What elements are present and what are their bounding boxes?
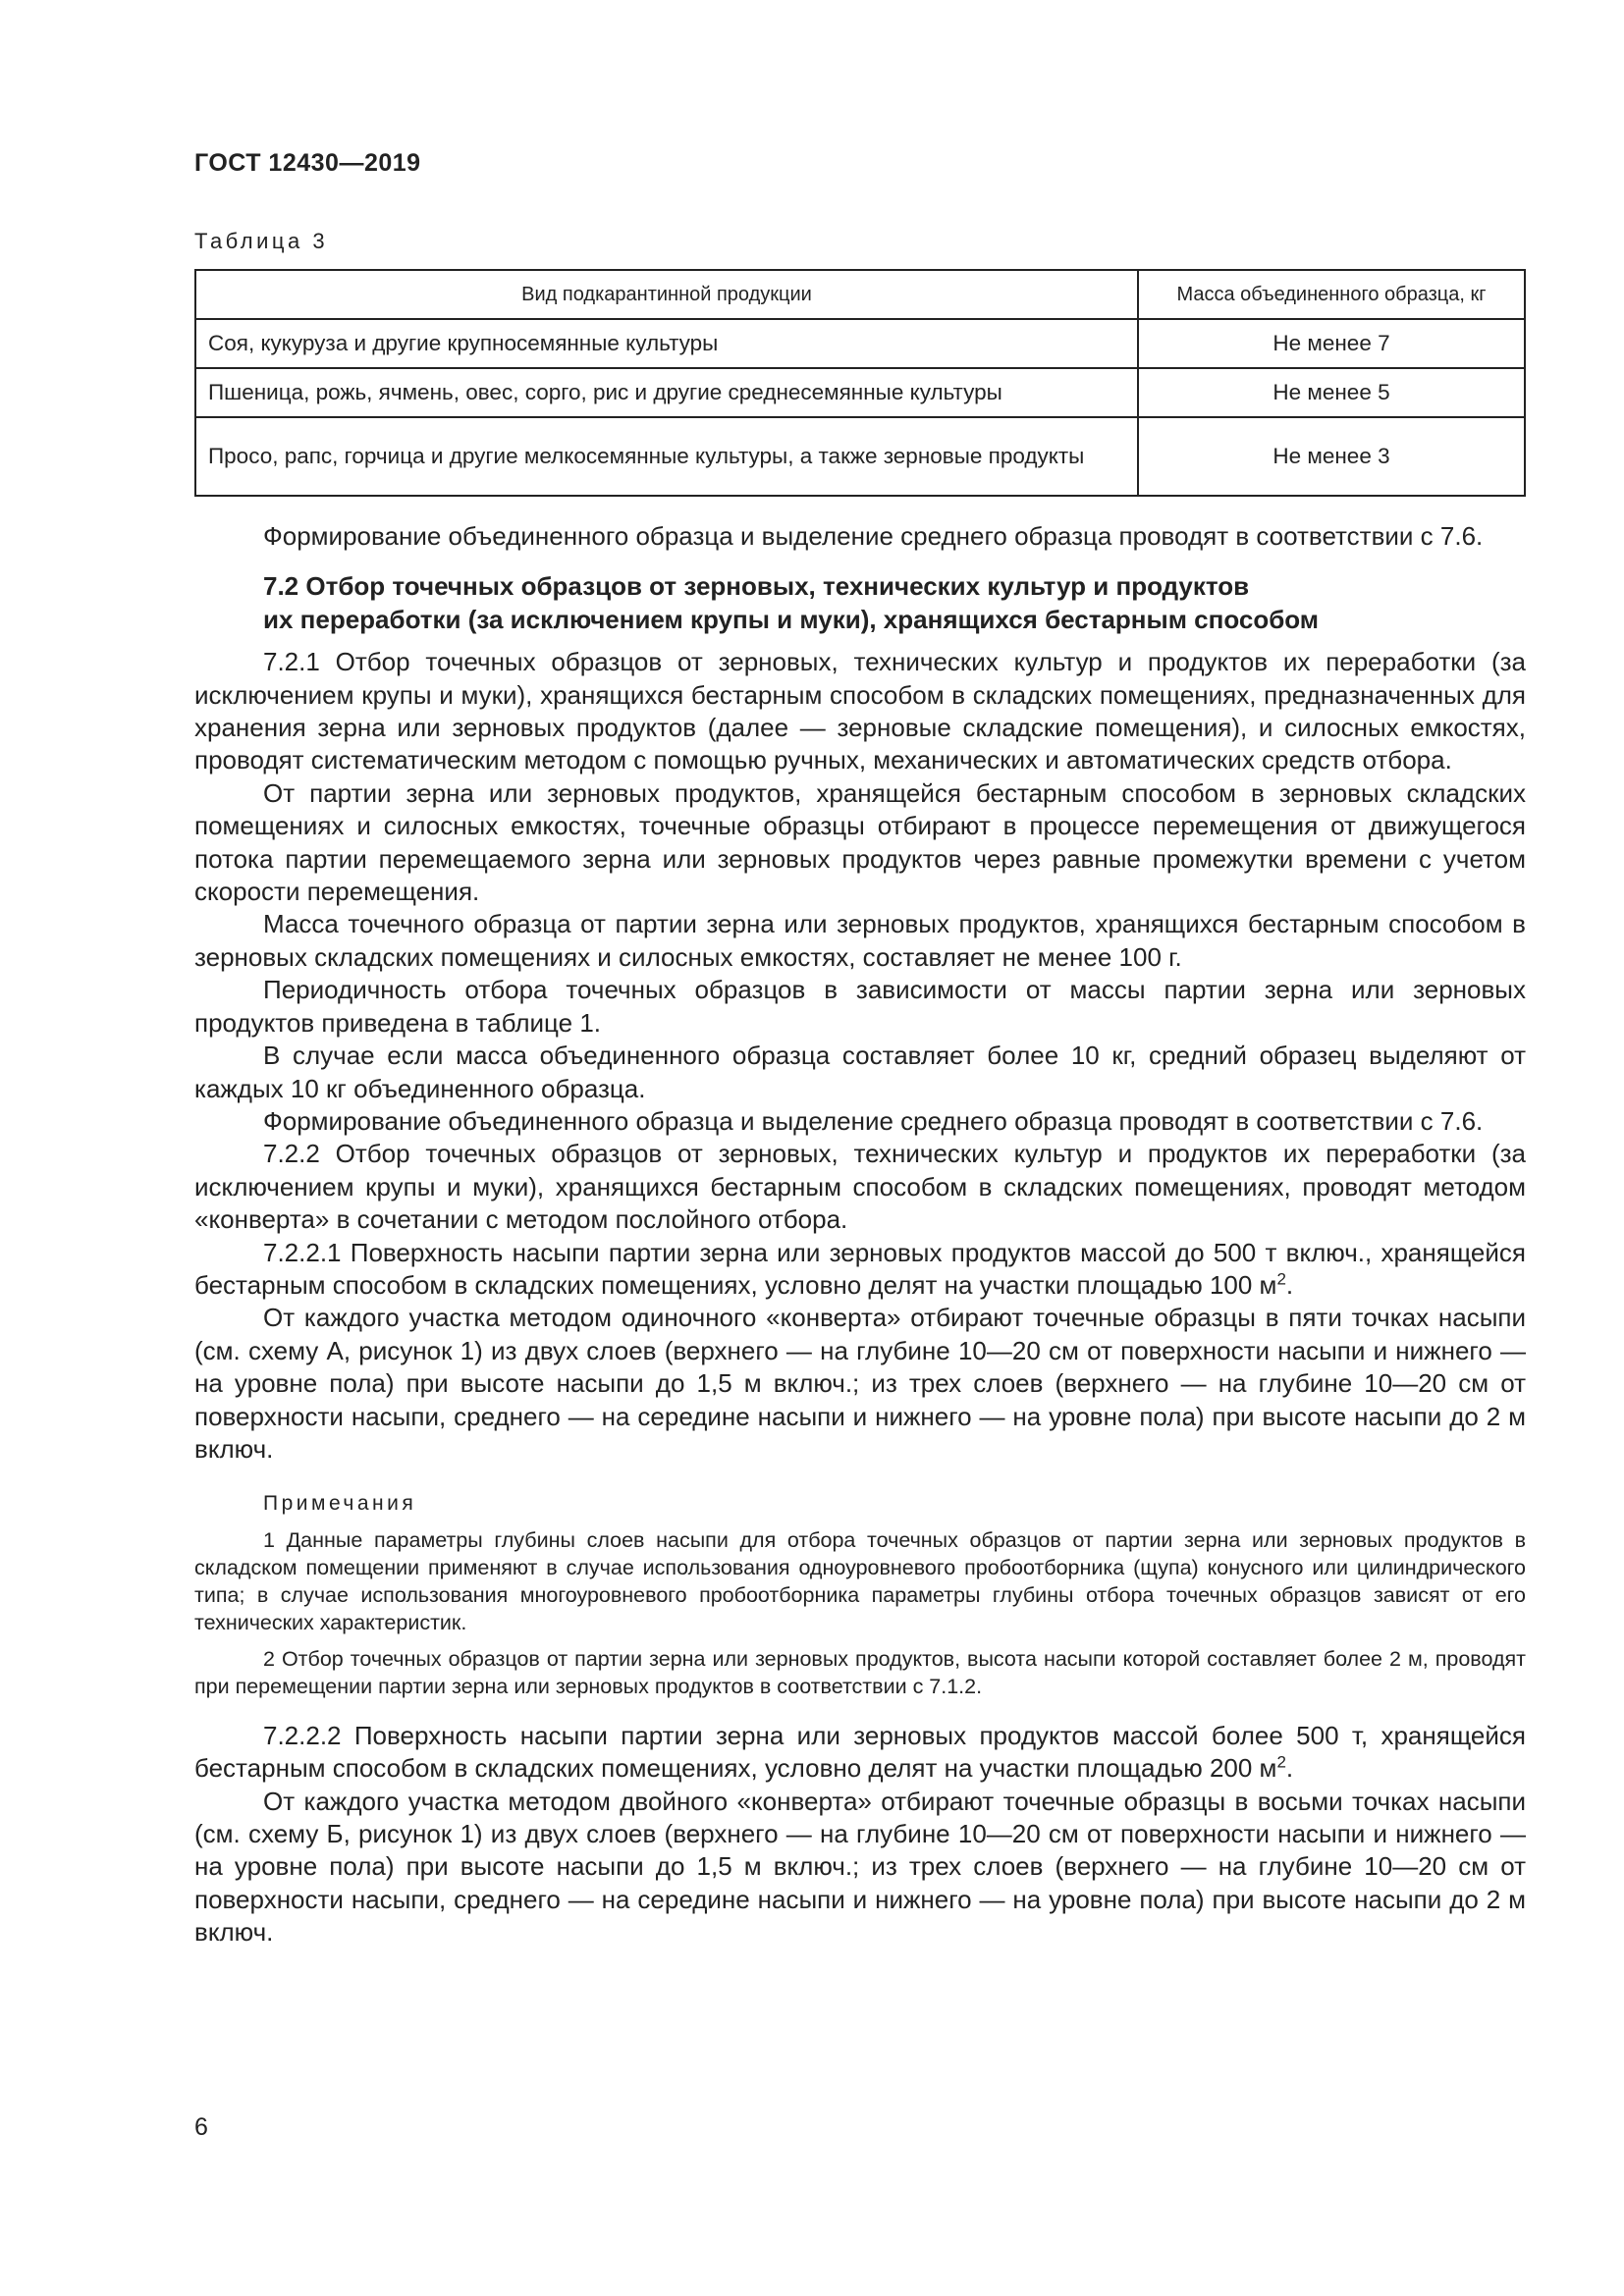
superscript: 2 bbox=[1276, 1752, 1286, 1772]
paragraph-text: 7.2.2.2 Поверхность насыпи партии зерна или зерновых продуктов массой более 500 т, хранящейся бестарным способом в складских помещениях, условно делят на участки площадью 200 м bbox=[194, 1720, 1526, 1784]
mass-cell: Не менее 5 bbox=[1138, 368, 1525, 417]
table-row bbox=[195, 368, 1525, 417]
page-number: 6 bbox=[194, 2113, 208, 2141]
note-1: 1 Данные параметры глубины слоев насыпи для отбора точечных образцов от партии зерна или зерновых продуктов в складском помещении применяют в случае использования одноуровневого пробоотборника (щупа) конусного или цилиндрического типа; в случае использования многоуровневого пробоотборника параметры глубины отбора точечных образцов зависят от его технических характеристик. bbox=[194, 1527, 1526, 1634]
paragraph: Периодичность отбора точечных образцов в зависимости от массы партии зерна или зерновых продуктов приведена в таблице 1. bbox=[194, 975, 1526, 1038]
period: . bbox=[1285, 1269, 1294, 1300]
document-header: ГОСТ 12430—2019 bbox=[194, 149, 421, 177]
paragraph: От каждого участка методом одиночного «конверта» отбирают точечные образцы в пяти точках насыпи (см. схему А, рисунок 1) из двух слоев (верхнего — на глубине 10—20 см от поверхности насыпи и нижнего — на уровне пола) при высоте насыпи до 1,5 м включ.; из трех слоев (верхнего — на глубине 10—20 см от поверхности насыпи, среднего — на середине насыпи и нижнего — на уровне пола) при высоте насыпи до 2 м включ. bbox=[194, 1303, 1526, 1464]
table-caption: Таблица 3 bbox=[194, 229, 329, 253]
section-heading-7-2 bbox=[263, 570, 1526, 636]
section-heading-line: их переработки (за исключением крупы и муки), хранящихся бестарным способом bbox=[263, 604, 1320, 634]
column-header-product: Вид подкарантинной продукции bbox=[195, 270, 1138, 319]
table-3 bbox=[194, 269, 1526, 497]
paragraph-7-2-2-1 bbox=[194, 1237, 1526, 1303]
document-body bbox=[194, 520, 1526, 1949]
column-header-mass: Масса объединенного образца, кг bbox=[1138, 270, 1525, 319]
product-cell: Пшеница, рожь, ячмень, овес, сорго, рис и другие среднесемянные культуры bbox=[195, 368, 1138, 417]
paragraph: От каждого участка методом двойного «конверта» отбирают точечные образцы в восьми точках насыпи (см. схему Б, рисунок 1) из двух слоев (верхнего — на глубине 10—20 см от поверхности насыпи и нижнего — на уровне пола) при высоте насыпи до 1,5 м включ.; из трех слоев (верхнего — на глубине 10—20 см от поверхности насыпи, среднего — на середине насыпи и нижнего — на уровне пола) при высоте насыпи до 2 м включ. bbox=[194, 1786, 1526, 1948]
table-row bbox=[195, 417, 1525, 496]
note-2: 2 Отбор точечных образцов от партии зерна или зерновых продуктов, высота насыпи которой составляет более 2 м, проводят при перемещении партии зерна или зерновых продуктов в соответствии с 7.1.2. bbox=[194, 1646, 1526, 1698]
paragraph: Масса точечного образца от партии зерна или зерновых продуктов, хранящихся бестарным способом в зерновых складских помещениях и силосных емкостях, составляет не менее 100 г. bbox=[194, 909, 1526, 972]
mass-cell: Не менее 7 bbox=[1138, 319, 1525, 368]
paragraph: От партии зерна или зерновых продуктов, хранящейся бестарным способом в зерновых складских помещениях и силосных емкостях, точечные образцы отбирают в процессе перемещения от движущегося потока партии перемещаемого зерна или зерновых продуктов через равные промежутки времени с учетом скорости перемещения. bbox=[194, 777, 1526, 907]
table-header-row bbox=[195, 270, 1525, 319]
paragraph: В случае если масса объединенного образца составляет более 10 кг, средний образец выделяют от каждых 10 кг объединенного образца. bbox=[194, 1041, 1526, 1103]
paragraph-7-2-2-2 bbox=[194, 1720, 1526, 1786]
paragraph: Формирование объединенного образца и выделение среднего образца проводят в соответствии с 7.6. bbox=[263, 1105, 1484, 1136]
notes-title: Примечания bbox=[263, 1492, 417, 1516]
table-row bbox=[195, 319, 1525, 368]
paragraph: Формирование объединенного образца и выделение среднего образца проводят в соответствии с 7.6. bbox=[263, 521, 1484, 551]
section-heading-line: 7.2 Отбор точечных образцов от зерновых, технических культур и продуктов bbox=[263, 571, 1250, 602]
paragraph-7-2-1: 7.2.1 Отбор точечных образцов от зерновых, технических культур и продуктов их переработки (за исключением крупы и муки), хранящихся бестарным способом в складских помещениях, предназначенных для хранения зерна или зерновых продуктов (далее — зерновые складские помещения), и силосных емкостях, проводят систематическим методом с помощью ручных, механических и автоматических средств отбора. bbox=[194, 647, 1526, 775]
period: . bbox=[1285, 1753, 1294, 1784]
product-cell: Соя, кукуруза и другие крупносемянные культуры bbox=[195, 319, 1138, 368]
superscript: 2 bbox=[1276, 1269, 1286, 1289]
product-cell: Просо, рапс, горчица и другие мелкосемянные культуры, а также зерновые продукты bbox=[195, 417, 1138, 496]
paragraph-7-2-2: 7.2.2 Отбор точечных образцов от зерновых, технических культур и продуктов их переработки (за исключением крупы и муки), хранящихся бестарным способом в складских помещениях, проводят методом «конверта» в сочетании с методом послойного отбора. bbox=[194, 1139, 1526, 1235]
mass-cell: Не менее 3 bbox=[1138, 417, 1525, 496]
paragraph-text: 7.2.2.1 Поверхность насыпи партии зерна или зерновых продуктов массой до 500 т включ., хранящейся бестарным способом в складских помещениях, условно делят на участки площадью 100 м bbox=[194, 1237, 1526, 1300]
